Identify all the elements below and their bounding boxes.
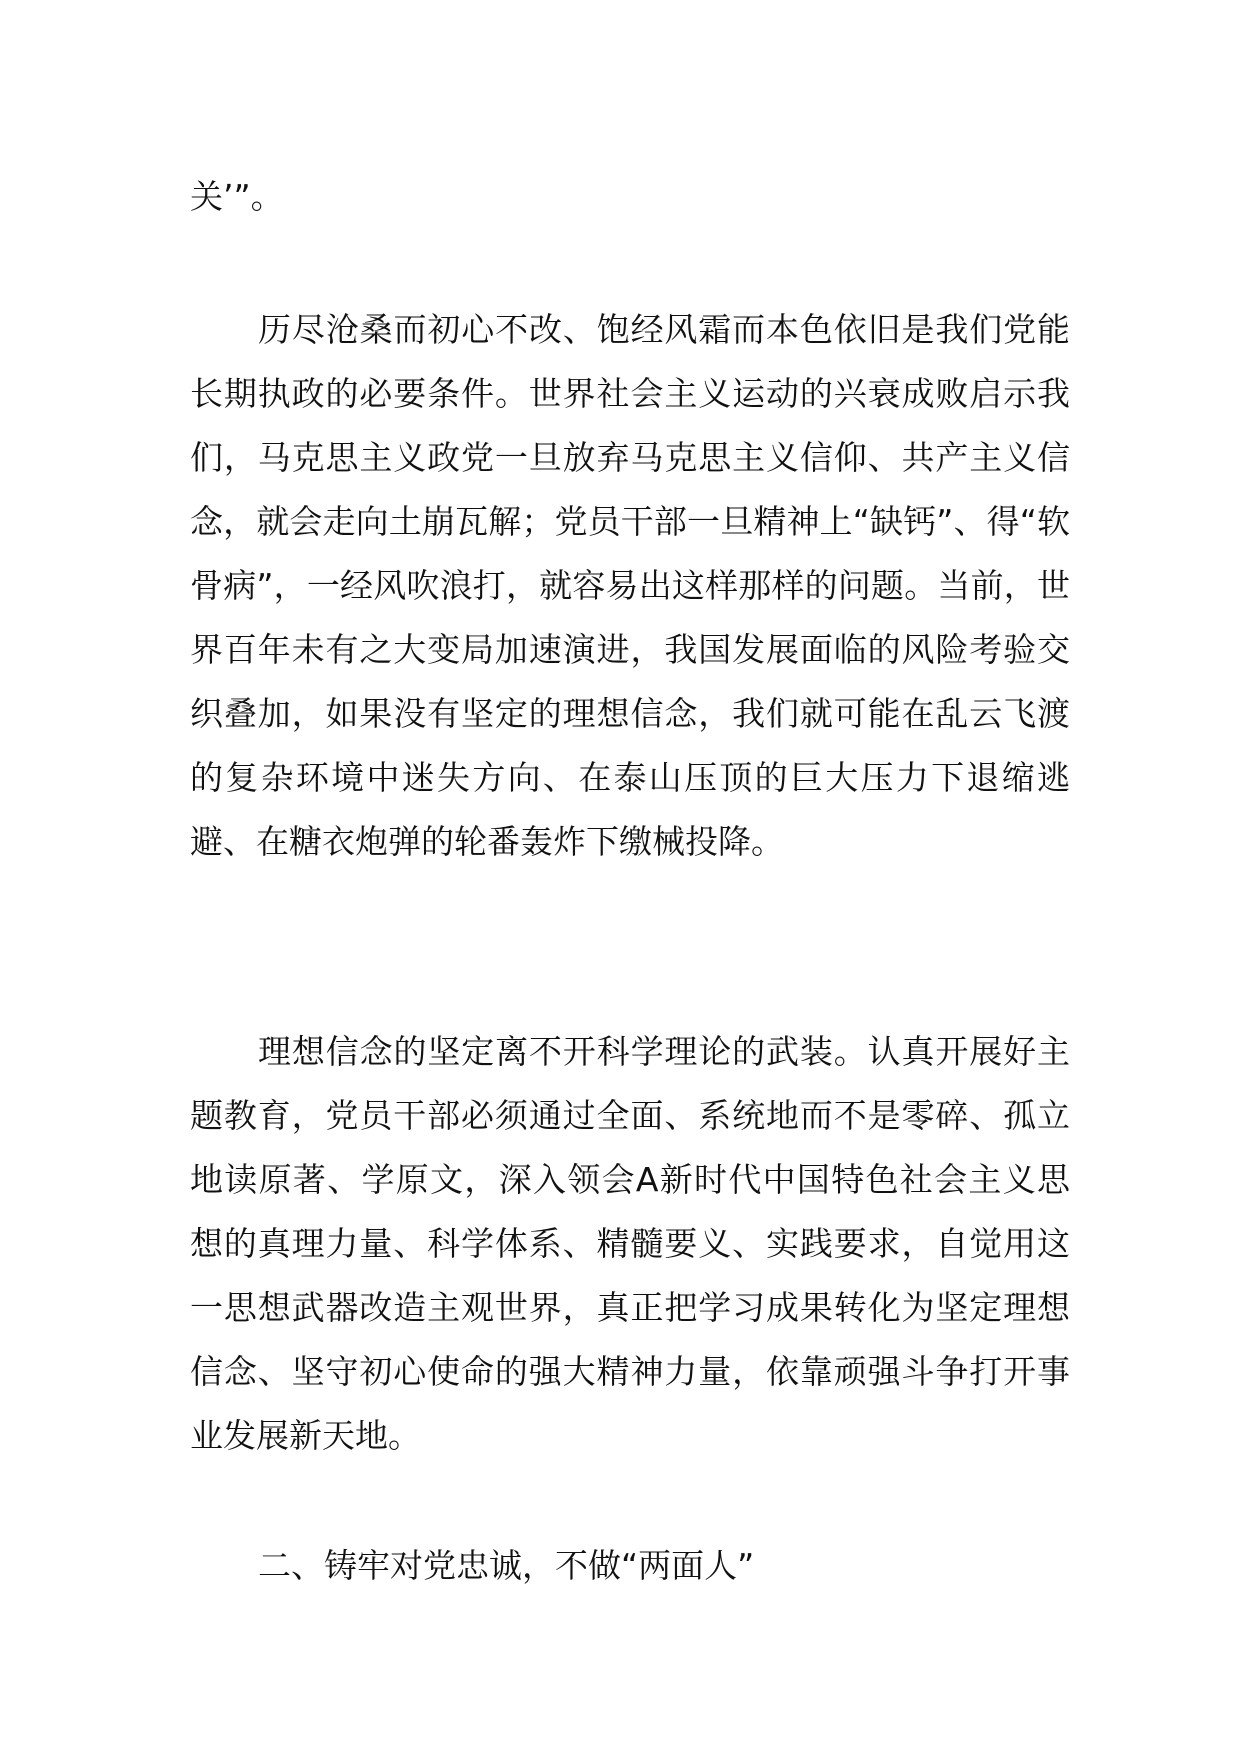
paragraph-ideals-history: 历尽沧桑而初心不改、饱经风霜而本色依旧是我们党能长期执政的必要条件。世界社会主义运动的兴衰成败启示我们，马克思主义政党一旦放弃马克思主义信仰、共产主义信念，就会走向土崩瓦解；党员干部一旦精神上“缺钙”、得“软骨病”，一经风吹浪打，就容易出这样那样的问题。当前，世界百年未有之大变局加速演进，我国发展面临的风险考验交织叠加，如果没有坚定的理想信念，我们就可能在乱云飞渡的复杂环境中迷失方向、在泰山压顶的巨大压力下退缩逃避、在糖衣炮弹的轮番轰炸下缴械投降。 — [190, 310, 1070, 861]
section-heading: 二、铸牢对党忠诚，不做“两面人” — [258, 1546, 755, 1585]
paragraph-fragment: 关’”。 — [190, 177, 284, 216]
paragraph-theory-arming: 理想信念的坚定离不开科学理论的武装。认真开展好主题教育，党员干部必须通过全面、系统地而不是零碎、孤立地读原著、学原文，深入领会A新时代中国特色社会主义思想的真理力量、科学体系、精髓要义、实践要求，自觉用这一思想武器改造主观世界，真正把学习成果转化为坚定理想信念、坚守初心使命的强大精神力量，依靠顽强斗争打开事业发展新天地。 — [190, 1032, 1070, 1455]
